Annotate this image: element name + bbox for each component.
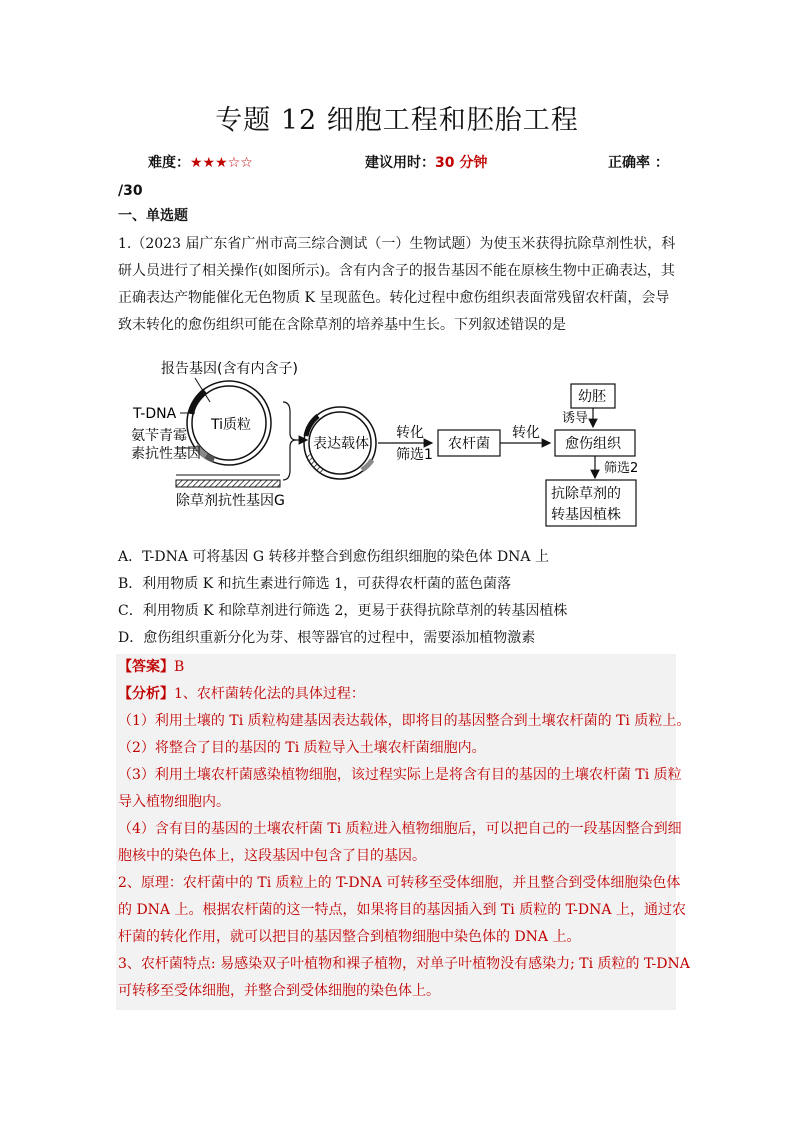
- analysis-text: 导入植物细胞内。: [118, 794, 230, 810]
- difficulty-label: 难度：: [148, 155, 190, 171]
- analysis-text: （3）利用土壤农杆菌感染植物细胞，该过程实际上是将含有目的基因的土壤农杆菌 Ti 质粒: [118, 767, 682, 783]
- reporter-gene-label: 报告基因(含有内含子): [161, 361, 298, 377]
- induce-label: 诱导: [562, 411, 589, 426]
- expression-vector-label: 表达载体: [313, 436, 369, 452]
- plant-box-line1: 抗除草剂的: [551, 486, 621, 502]
- analysis-text: 的 DNA 上。根据农杆菌的这一特点，如果将目的基因插入到 Ti 质粒的 T-DNA 上，通过农: [118, 902, 686, 918]
- herbicide-gene-label: 除草剂抗性基因G: [176, 493, 285, 509]
- option-d[interactable]: D．愈伤组织重新分化为芽、根等器官的过程中，需要添加植物激素: [118, 630, 536, 646]
- analysis-text: （1）利用土壤的 Ti 质粒构建基因表达载体，即将目的基因整合到土壤农杆菌的 Ti 质粒上。: [118, 713, 691, 729]
- analysis-text: 胞核中的染色体上，这段基因中包含了目的基因。: [118, 848, 426, 864]
- callus-box: 愈伤组织: [565, 436, 621, 452]
- amp-gene-label-line2: 素抗性基因: [131, 446, 201, 462]
- embryo-box: 幼胚: [578, 389, 606, 405]
- agrobacterium-box: 农杆菌: [448, 436, 490, 452]
- transform2-label: 转化: [512, 425, 540, 441]
- section-heading: 一、单选题: [118, 208, 188, 224]
- t-dna-label: T-DNA: [133, 406, 177, 422]
- answer-value: B: [174, 659, 185, 675]
- option-c[interactable]: C．利用物质 K 和除草剂进行筛选 2，更易于获得抗除草剂的转基因植株: [118, 603, 568, 619]
- screen1-label: 筛选1: [396, 447, 433, 463]
- analysis-first: 1、农杆菌转化法的具体过程：: [174, 686, 365, 702]
- option-b[interactable]: B．利用物质 K 和抗生素进行筛选 1，可获得农杆菌的蓝色菌落: [118, 576, 512, 592]
- question-line: 致未转化的愈伤组织可能在含除草剂的培养基中生长。下列叙述错误的是: [118, 317, 566, 333]
- plant-box-line2: 转基因植株: [551, 507, 621, 523]
- question-line: 研人员进行了相关操作(如图所示)。含有内含子的报告基因不能在原核生物中正确表达，其: [118, 263, 675, 279]
- analysis-text: （4）含有目的基因的土壤农杆菌 Ti 质粒进入植物细胞后，可以把自己的一段基因整合到细: [118, 821, 682, 837]
- question-line: 1.（2023 届广东省广州市高三综合测试（一）生物试题）为使玉米获得抗除草剂性状，科: [118, 236, 676, 252]
- answer-label: 【答案】: [118, 659, 174, 675]
- question-line: 正确表达产物能催化无色物质 K 呈现蓝色。转化过程中愈伤组织表面常残留农杆菌，会导: [118, 290, 670, 306]
- analysis-text: 3、农杆菌特点: 易感染双子叶植物和裸子植物，对单子叶植物没有感染力; Ti 质粒的 T-DNA: [118, 956, 690, 972]
- difficulty-stars: ★★★☆☆: [190, 155, 253, 171]
- analysis-text: 杆菌的转化作用，就可以把目的基因整合到植物细胞中染色体的 DNA 上。: [118, 929, 581, 945]
- time-value: 30 分钟: [435, 155, 488, 171]
- analysis-label: 【分析】: [118, 686, 174, 702]
- expression-vector: [304, 407, 376, 479]
- time-label: 建议用时：: [365, 155, 435, 171]
- accuracy-label: 正确率 ：: [608, 155, 669, 171]
- option-a[interactable]: A．T-DNA 可将基因 G 转移并整合到愈伤组织细胞的染色体 DNA 上: [118, 549, 549, 565]
- analysis-line: [118, 684, 678, 704]
- analysis-text: 可转移至受体细胞，并整合到受体细胞的染色体上。: [118, 983, 440, 999]
- transformation-diagram: [0, 0, 794, 540]
- analysis-text: （2）将整合了目的基因的 Ti 质粒导入土壤农杆菌细胞内。: [118, 740, 486, 756]
- analysis-text: 2、原理：农杆菌中的 Ti 质粒上的 T-DNA 可转移至受体细胞，并且整合到受体细胞染色体: [118, 875, 681, 891]
- accuracy-value: /30: [118, 183, 143, 199]
- answer-line: [118, 657, 678, 677]
- ti-plasmid-label: Ti质粒: [211, 417, 252, 433]
- transform1-label: 转化: [396, 425, 424, 441]
- page-title: 专题 12 细胞工程和胚胎工程: [215, 105, 579, 136]
- screen2-label: 筛选2: [604, 461, 639, 476]
- amp-gene-label-line1: 氨苄青霉: [131, 428, 187, 444]
